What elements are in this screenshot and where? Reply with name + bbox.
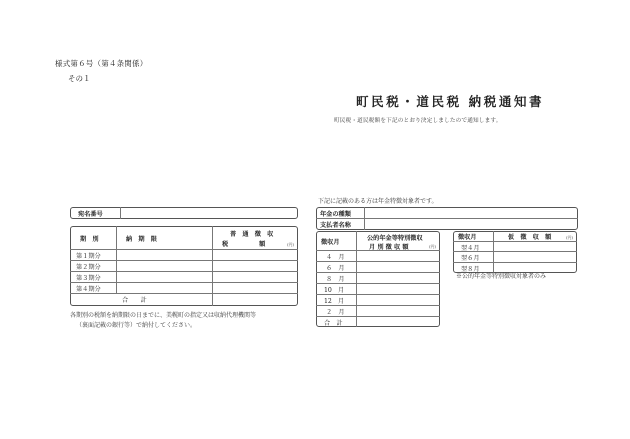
col-period-header: 期 別: [80, 236, 99, 243]
provisional-note: ※公的年金等特別徴収対象者のみ: [456, 273, 547, 280]
period-row-4: 第４期分: [76, 286, 101, 293]
recipient-number-label: 宛名番号: [78, 211, 103, 218]
col-tax-header-line2: 税 額: [222, 241, 266, 248]
special-col-amount-header-line2: 月 別 徴 収 額: [369, 244, 409, 251]
provisional-month-row-3: 翌８月: [461, 266, 480, 273]
special-col-amount-header-line1: 公的年金等特別徴収: [367, 235, 423, 242]
special-month-row-4: 10 月: [324, 287, 345, 294]
pension-payer-label: 支払者名称: [320, 222, 351, 229]
special-col-month-header: 徴収月: [321, 239, 340, 246]
form-number: 様式第６号（第４条関係）: [55, 59, 148, 68]
col-deadline-header: 納 期 限: [126, 236, 157, 243]
special-month-row-1: ４ 月: [326, 254, 345, 261]
total-row-label: 合 計: [122, 297, 147, 304]
special-month-row-2: ６ 月: [326, 265, 345, 272]
payment-instruction-line1: 各期別の税額を納期限の日までに、美幌町の指定又は収納代理機関等: [70, 312, 257, 319]
document-subtitle: 町民税・道民税額を下記のとおり決定しましたので通知します。: [334, 118, 502, 124]
col-tax-header-line1: 普 通 徴 収: [230, 231, 274, 238]
special-month-row-3: ８ 月: [326, 276, 345, 283]
yen-unit: (円): [287, 242, 295, 247]
period-row-1: 第１期分: [76, 253, 101, 260]
provisional-col-amount-header: 仮 徴 収 額: [508, 234, 552, 241]
form-sub-number: その１: [68, 74, 91, 83]
provisional-month-row-1: 翌４月: [461, 245, 480, 252]
provisional-month-row-2: 翌６月: [461, 255, 480, 262]
provisional-col-month-header: 徴収月: [458, 234, 477, 241]
special-month-row-6: ２ 月: [326, 309, 345, 316]
document-title: 町民税・道民税 納税通知書: [356, 94, 545, 109]
recipient-divider: [120, 207, 121, 219]
special-total-label: 合 計: [324, 320, 343, 327]
provisional-yen-unit: (円): [566, 235, 574, 240]
ordinary-tax-table: [70, 226, 298, 306]
recipient-number-field: [70, 207, 298, 219]
pension-kind-label: 年金の種類: [320, 211, 351, 218]
pension-target-note: 下記に記載のある方は年金特徴対象者です。: [318, 198, 438, 205]
special-month-row-5: 12 月: [324, 298, 345, 305]
payment-instruction-line2: （裏面記載の銀行等）で納付してください。: [76, 322, 197, 329]
period-row-3: 第３期分: [76, 275, 101, 282]
period-row-2: 第２期分: [76, 264, 101, 271]
special-yen-unit: (円): [429, 244, 437, 249]
